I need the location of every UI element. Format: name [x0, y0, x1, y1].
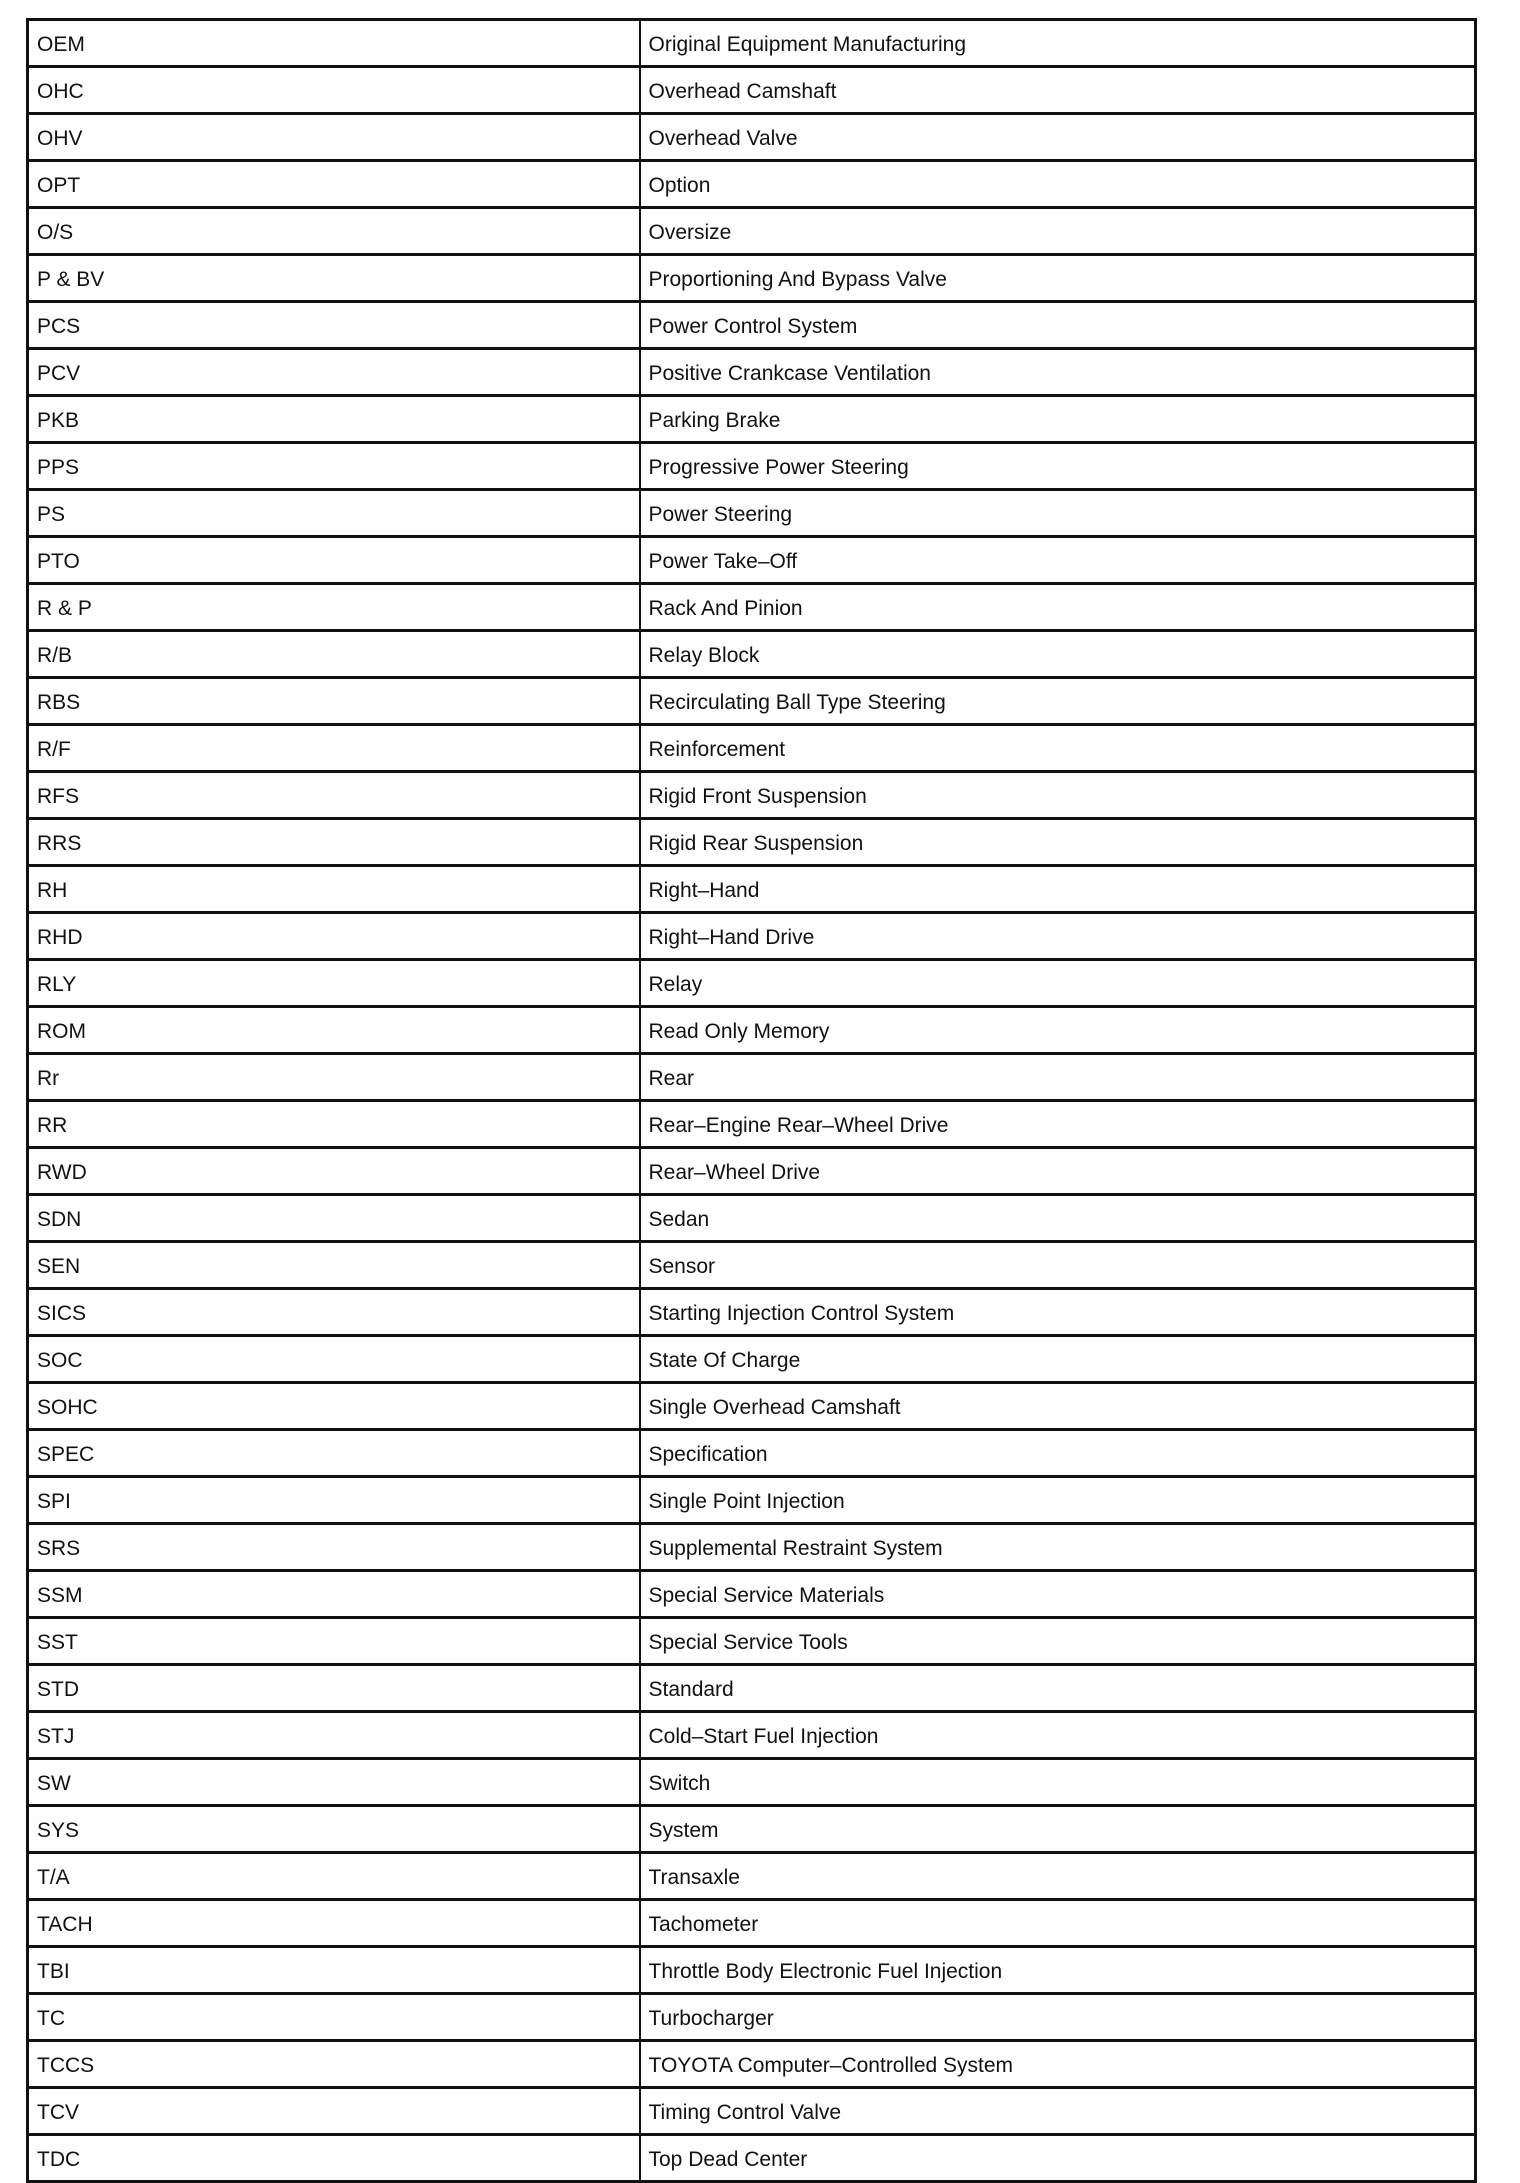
- term-cell: Progressive Power Steering: [640, 443, 1476, 490]
- table-row: [28, 396, 1476, 443]
- abbreviation-table: [26, 18, 1477, 2183]
- table-row: [28, 1994, 1476, 2041]
- term-cell: Reinforcement: [640, 725, 1476, 772]
- term-cell: Relay Block: [640, 631, 1476, 678]
- term-cell: Original Equipment Manufacturing: [640, 20, 1476, 67]
- abbreviation-cell: SPEC: [28, 1430, 640, 1477]
- abbreviation-cell: RRS: [28, 819, 640, 866]
- table-row: [28, 1054, 1476, 1101]
- abbreviation-cell: STJ: [28, 1712, 640, 1759]
- abbreviation-cell: O/S: [28, 208, 640, 255]
- abbreviation-cell: PCV: [28, 349, 640, 396]
- table-row: [28, 1007, 1476, 1054]
- table-row: [28, 819, 1476, 866]
- table-row: [28, 1195, 1476, 1242]
- abbreviation-cell: SOHC: [28, 1383, 640, 1430]
- term-cell: Specification: [640, 1430, 1476, 1477]
- abbreviation-cell: SW: [28, 1759, 640, 1806]
- term-cell: Rear–Engine Rear–Wheel Drive: [640, 1101, 1476, 1148]
- abbreviation-cell: TACH: [28, 1900, 640, 1947]
- term-cell: TOYOTA Computer–Controlled System: [640, 2041, 1476, 2088]
- table-row: [28, 349, 1476, 396]
- table-row: [28, 1759, 1476, 1806]
- abbreviation-cell: TCCS: [28, 2041, 640, 2088]
- term-cell: Rigid Front Suspension: [640, 772, 1476, 819]
- term-cell: Supplemental Restraint System: [640, 1524, 1476, 1571]
- term-cell: Single Point Injection: [640, 1477, 1476, 1524]
- abbreviation-cell: T/A: [28, 1853, 640, 1900]
- table-row: [28, 161, 1476, 208]
- term-cell: Right–Hand: [640, 866, 1476, 913]
- term-cell: Rack And Pinion: [640, 584, 1476, 631]
- table-row: [28, 1712, 1476, 1759]
- abbreviation-cell: RH: [28, 866, 640, 913]
- term-cell: Sensor: [640, 1242, 1476, 1289]
- abbreviation-cell: Rr: [28, 1054, 640, 1101]
- table-row: [28, 772, 1476, 819]
- term-cell: Single Overhead Camshaft: [640, 1383, 1476, 1430]
- term-cell: Special Service Tools: [640, 1618, 1476, 1665]
- abbreviation-cell: OHV: [28, 114, 640, 161]
- table-row: [28, 1383, 1476, 1430]
- table-row: [28, 2135, 1476, 2182]
- abbreviation-cell: SEN: [28, 1242, 640, 1289]
- abbreviation-cell: OHC: [28, 67, 640, 114]
- term-cell: State Of Charge: [640, 1336, 1476, 1383]
- abbreviation-cell: SOC: [28, 1336, 640, 1383]
- term-cell: Switch: [640, 1759, 1476, 1806]
- table-row: [28, 208, 1476, 255]
- term-cell: Recirculating Ball Type Steering: [640, 678, 1476, 725]
- table-row: [28, 866, 1476, 913]
- abbreviation-cell: RWD: [28, 1148, 640, 1195]
- abbreviation-cell: STD: [28, 1665, 640, 1712]
- table-row: [28, 302, 1476, 349]
- term-cell: Top Dead Center: [640, 2135, 1476, 2182]
- table-row: [28, 960, 1476, 1007]
- term-cell: Proportioning And Bypass Valve: [640, 255, 1476, 302]
- term-cell: Standard: [640, 1665, 1476, 1712]
- abbreviation-cell: SYS: [28, 1806, 640, 1853]
- table-row: [28, 1289, 1476, 1336]
- term-cell: Overhead Camshaft: [640, 67, 1476, 114]
- table-row: [28, 490, 1476, 537]
- abbreviation-cell: ROM: [28, 1007, 640, 1054]
- table-row: [28, 114, 1476, 161]
- term-cell: Turbocharger: [640, 1994, 1476, 2041]
- table-row: [28, 631, 1476, 678]
- term-cell: Tachometer: [640, 1900, 1476, 1947]
- table-row: [28, 443, 1476, 490]
- term-cell: Sedan: [640, 1195, 1476, 1242]
- abbreviation-cell: TBI: [28, 1947, 640, 1994]
- abbreviation-cell: OPT: [28, 161, 640, 208]
- table-row: [28, 1618, 1476, 1665]
- term-cell: Read Only Memory: [640, 1007, 1476, 1054]
- table-row: [28, 1430, 1476, 1477]
- abbreviation-cell: R/B: [28, 631, 640, 678]
- table-row: [28, 913, 1476, 960]
- table-row: [28, 1806, 1476, 1853]
- table-row: [28, 1571, 1476, 1618]
- term-cell: Rear–Wheel Drive: [640, 1148, 1476, 1195]
- abbreviation-cell: RHD: [28, 913, 640, 960]
- term-cell: Parking Brake: [640, 396, 1476, 443]
- term-cell: Overhead Valve: [640, 114, 1476, 161]
- table-row: [28, 1101, 1476, 1148]
- term-cell: Starting Injection Control System: [640, 1289, 1476, 1336]
- term-cell: Special Service Materials: [640, 1571, 1476, 1618]
- abbreviation-cell: SSM: [28, 1571, 640, 1618]
- table-row: [28, 1524, 1476, 1571]
- table-row: [28, 1665, 1476, 1712]
- table-row: [28, 584, 1476, 631]
- abbreviation-cell: RR: [28, 1101, 640, 1148]
- term-cell: Positive Crankcase Ventilation: [640, 349, 1476, 396]
- term-cell: Right–Hand Drive: [640, 913, 1476, 960]
- term-cell: Throttle Body Electronic Fuel Injection: [640, 1947, 1476, 1994]
- table-row: [28, 67, 1476, 114]
- term-cell: Power Control System: [640, 302, 1476, 349]
- table-row: [28, 20, 1476, 67]
- abbreviation-cell: TDC: [28, 2135, 640, 2182]
- term-cell: Relay: [640, 960, 1476, 1007]
- abbreviation-cell: OEM: [28, 20, 640, 67]
- abbreviation-cell: R/F: [28, 725, 640, 772]
- abbreviation-cell: RLY: [28, 960, 640, 1007]
- abbreviation-cell: SPI: [28, 1477, 640, 1524]
- table-row: [28, 1853, 1476, 1900]
- abbreviation-cell: SRS: [28, 1524, 640, 1571]
- term-cell: System: [640, 1806, 1476, 1853]
- abbreviation-cell: P & BV: [28, 255, 640, 302]
- abbreviation-cell: PTO: [28, 537, 640, 584]
- abbreviation-cell: SDN: [28, 1195, 640, 1242]
- abbreviation-cell: SST: [28, 1618, 640, 1665]
- abbreviation-cell: PCS: [28, 302, 640, 349]
- table-row: [28, 1947, 1476, 1994]
- abbreviation-cell: PPS: [28, 443, 640, 490]
- term-cell: Rigid Rear Suspension: [640, 819, 1476, 866]
- table-row: [28, 678, 1476, 725]
- abbreviation-cell: PS: [28, 490, 640, 537]
- term-cell: Power Take–Off: [640, 537, 1476, 584]
- term-cell: Power Steering: [640, 490, 1476, 537]
- abbreviation-cell: RFS: [28, 772, 640, 819]
- abbreviation-sheet: [26, 18, 1474, 2183]
- term-cell: Cold–Start Fuel Injection: [640, 1712, 1476, 1759]
- table-row: [28, 1336, 1476, 1383]
- table-row: [28, 1242, 1476, 1289]
- abbreviation-cell: PKB: [28, 396, 640, 443]
- term-cell: Transaxle: [640, 1853, 1476, 1900]
- term-cell: Timing Control Valve: [640, 2088, 1476, 2135]
- table-row: [28, 725, 1476, 772]
- table-row: [28, 255, 1476, 302]
- table-row: [28, 1477, 1476, 1524]
- table-row: [28, 537, 1476, 584]
- abbreviation-cell: SICS: [28, 1289, 640, 1336]
- table-row: [28, 2041, 1476, 2088]
- term-cell: Option: [640, 161, 1476, 208]
- abbreviation-cell: RBS: [28, 678, 640, 725]
- abbreviation-cell: TCV: [28, 2088, 640, 2135]
- term-cell: Rear: [640, 1054, 1476, 1101]
- abbreviation-cell: TC: [28, 1994, 640, 2041]
- abbreviation-table-body: [28, 20, 1476, 2182]
- table-row: [28, 2088, 1476, 2135]
- term-cell: Oversize: [640, 208, 1476, 255]
- table-row: [28, 1900, 1476, 1947]
- table-row: [28, 1148, 1476, 1195]
- abbreviation-cell: R & P: [28, 584, 640, 631]
